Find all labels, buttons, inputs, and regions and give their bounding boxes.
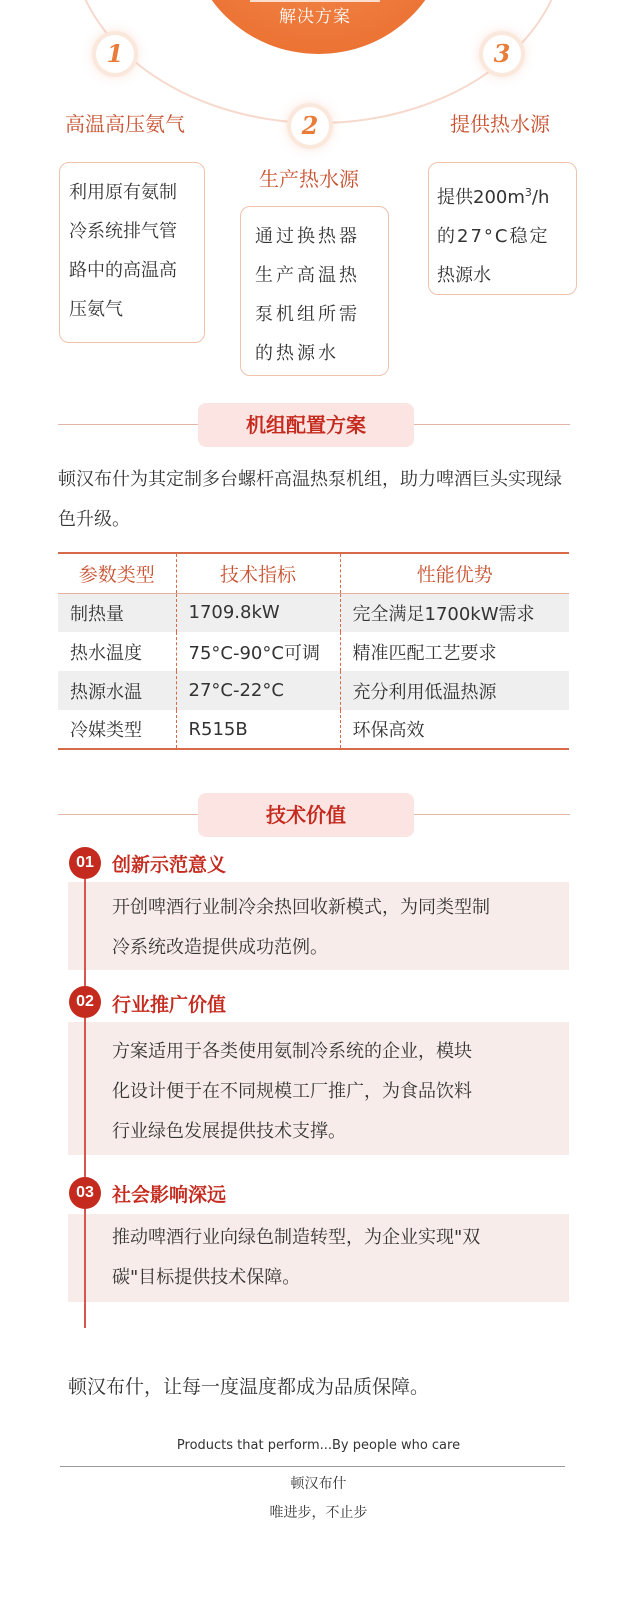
step-3-line: 热源水 [437,265,491,286]
value-item-2-text: 方案适用于各类使用氨制冷系统的企业，模块 [112,1041,472,1062]
table-row [58,593,569,632]
table-cell: 精准匹配工艺要求 [352,642,497,664]
config-section-header [58,403,570,447]
footer-divider [60,1466,565,1467]
table-header: 技术指标 [176,553,340,593]
table-header: 参数类型 [58,553,176,593]
table-cell: 热水温度 [58,632,176,671]
table-cell: 冷媒类型 [58,710,176,749]
table-cell: 制热量 [58,593,176,632]
table-header-row [58,553,569,593]
value-item-3-text: 推动啤酒行业向绿色制造转型，为企业实现"双 [112,1227,481,1248]
table-cell: 75°C-90°C可调 [176,632,340,671]
table-row [58,710,569,749]
config-section-title: 机组配置方案 [198,403,414,447]
value-item-2-text: 行业绿色发展提供技术支撑。 [112,1121,346,1142]
value-section-header [58,793,570,837]
config-intro: 顿汉布什为其定制多台螺杆高温热泵机组，助力啤酒巨头实现绿色升级。 [58,469,562,530]
table-row [58,671,569,710]
value-item-1-box [68,882,569,970]
value-item-1-number: 01 [69,847,101,879]
table-cell: 1709.8kW [176,593,340,632]
step-3-title: 提供热水源 [450,112,550,136]
step-1-line: 冷系统排气管 [69,221,177,242]
step-1-line: 路中的高温高 [69,260,177,281]
value-item-2-box [68,1022,569,1155]
value-item-1-title: 创新示范意义 [112,854,227,876]
step-2-title: 生产热水源 [259,167,359,191]
footer-brand: 顿汉布什 [290,1476,347,1492]
config-table [58,552,569,750]
hero-title: 解决方案 [240,0,390,34]
value-item-2-title: 行业推广价值 [112,994,227,1016]
step-1-line: 压氨气 [69,299,123,320]
value-item-2-text: 化设计便于在不同规模工厂推广，为食品饮料 [112,1081,472,1102]
step-2-line: 生产高温热 [255,265,360,286]
step-2-line: 的热源水 [255,343,339,364]
value-item-3-text: 碳"目标提供技术保障。 [112,1267,301,1288]
step-2-number: 2 [291,107,329,145]
step-2-card [240,206,389,376]
step-3-card [428,162,577,295]
closing-statement: 顿汉布什，让每一度温度都成为品质保障。 [68,1376,430,1398]
step-1-card [59,162,205,343]
value-section-title: 技术价值 [198,793,414,837]
step-2-line: 泵机组所需 [255,304,360,325]
table-cell: 环保高效 [340,710,569,749]
step-3-number: 3 [483,35,521,73]
table-cell: 热源水温 [58,671,176,710]
step-1-title: 高温高压氨气 [65,112,185,136]
table-row [58,632,569,671]
value-item-1-text: 开创啤酒行业制冷余热回收新模式，为同类型制 [112,897,490,918]
step-3-line: 的27°C稳定 [437,226,550,247]
step-1-line: 利用原有氨制 [69,182,177,203]
table-cell: 充分利用低温热源 [340,671,569,710]
value-item-3-number: 03 [69,1177,101,1209]
table-cell: 27°C-22°C [176,671,340,710]
step-1-number: 1 [96,35,134,73]
english-tagline: Products that perform...By people who care [176,1438,461,1453]
value-item-1-text: 冷系统改造提供成功范例。 [112,937,328,958]
value-item-3-title: 社会影响深远 [112,1184,227,1206]
step-2-line: 通过换热器 [255,226,360,247]
table-cell: 完全满足1700kW需求 [340,593,569,632]
value-item-2-number: 02 [69,986,101,1018]
table-header: 性能优势 [340,553,569,593]
timeline-line [84,862,86,1328]
step-3-line: 提供$200m^3/h$ [437,186,550,208]
value-item-3-box [68,1214,569,1302]
table-cell: R515B [176,710,340,749]
footer-slogan: 唯进步，不止步 [269,1505,368,1521]
